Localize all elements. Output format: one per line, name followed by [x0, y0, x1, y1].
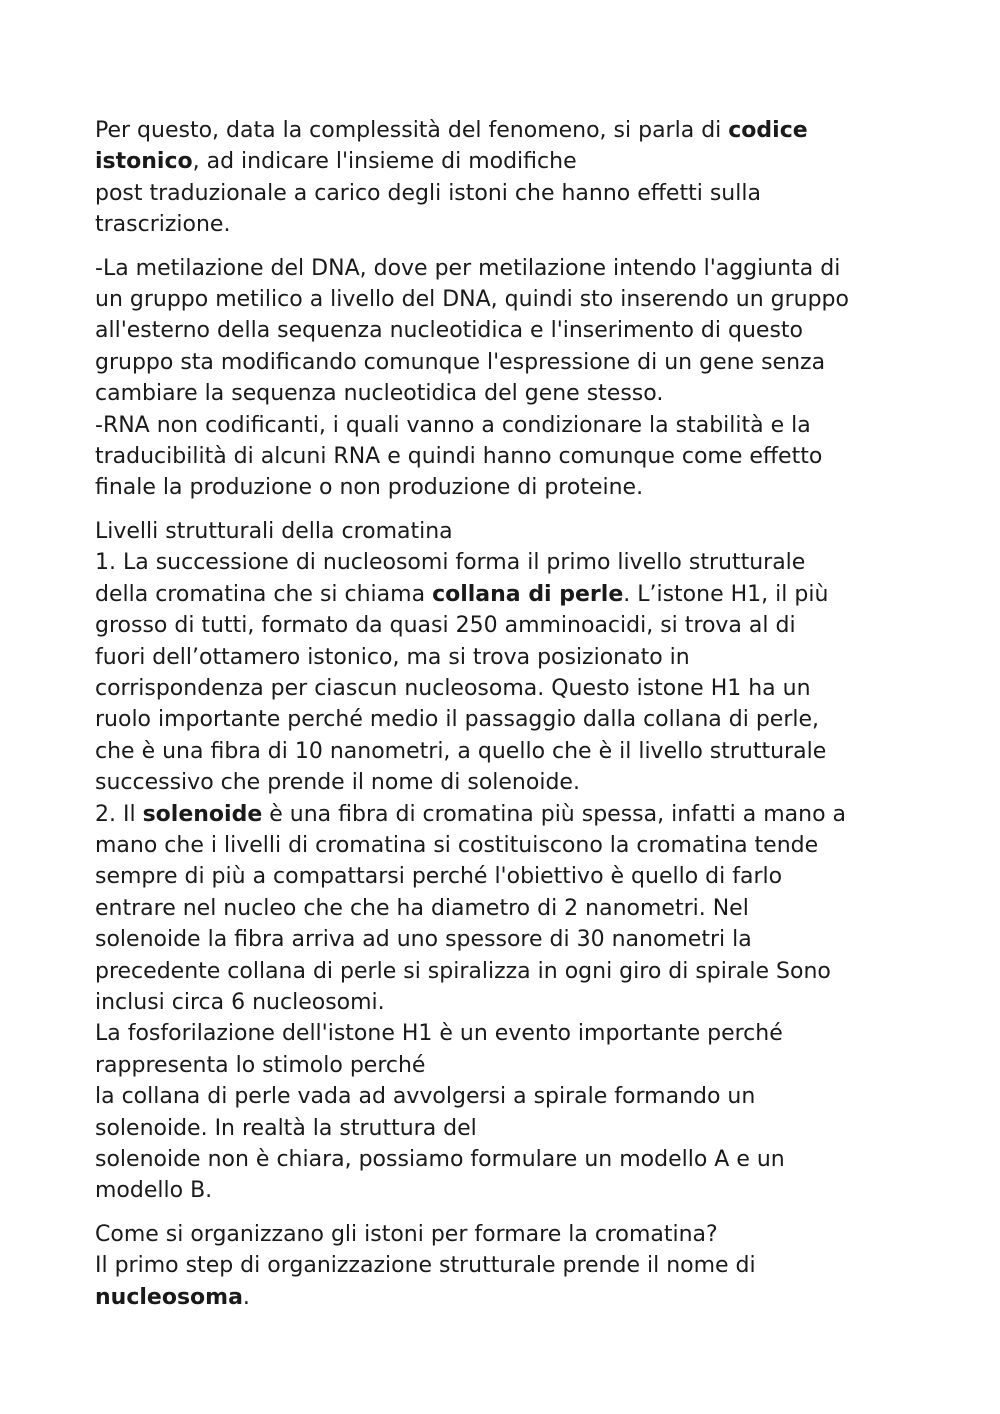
text-line	[95, 284, 910, 315]
text-line	[95, 209, 910, 240]
text-line	[95, 1018, 910, 1049]
text-run: corrispondenza per ciascun nucleosoma. Questo istone H1 ha un	[95, 675, 811, 701]
text-line	[95, 1282, 910, 1313]
text-line	[95, 115, 910, 146]
text-run: , ad indicare l'insieme di modifiche	[192, 149, 577, 175]
text-line	[95, 579, 910, 610]
text-line	[95, 410, 910, 441]
text-line	[95, 547, 910, 578]
text-run: Per questo, data la complessità del fenomeno, si parla di	[95, 118, 729, 143]
text-run: mano che i livelli di cromatina si costituiscono la cromatina tende	[95, 832, 819, 858]
text-run: La fosforilazione dell'istone H1 è un evento importante perché	[95, 1021, 783, 1047]
paragraph-gap	[95, 241, 910, 253]
text-run: è una fibra di cromatina più spessa, infatti a mano a	[262, 801, 847, 827]
bold-term: nucleosoma	[95, 1284, 243, 1310]
text-line	[95, 924, 910, 955]
text-run: traducibilità di alcuni RNA e quindi hanno comunque come effetto	[95, 444, 823, 470]
text-run: entrare nel nucleo che che ha diametro di 2 nanometri. Nel	[95, 895, 749, 921]
paragraph	[95, 1219, 910, 1313]
text-run: solenoide non è chiara, possiamo formulare un modello A e un	[95, 1147, 785, 1172]
text-line	[95, 1219, 910, 1250]
text-line	[95, 1144, 910, 1175]
text-run: modello B.	[95, 1178, 213, 1204]
text-run: della cromatina che si chiama	[95, 581, 433, 607]
text-run: la collana di perle vada ad avvolgersi a spirale formando un	[95, 1084, 756, 1110]
bold-term: solenoide	[142, 801, 263, 827]
bold-term: codice	[728, 118, 808, 143]
text-run: -RNA non codificanti, i quali vanno a condizionare la stabilità e la	[95, 412, 811, 438]
text-run: che è una fibra di 10 nanometri, a quello che è il livello strutturale	[95, 738, 827, 764]
text-run: precedente collana di perle si spiralizza in ogni giro di spirale Sono	[95, 958, 831, 984]
text-run: grosso di tutti, formato da quasi 250 amminoacidi, si trova al di	[95, 613, 796, 639]
text-line	[95, 472, 910, 503]
bold-term: collana di perle	[432, 581, 624, 607]
paragraph-gap	[95, 504, 910, 516]
text-line	[95, 146, 910, 177]
text-run: . L’istone H1, il più	[623, 581, 829, 607]
text-line	[95, 441, 910, 472]
text-line	[95, 315, 910, 346]
text-line	[95, 987, 910, 1018]
text-line	[95, 178, 910, 209]
text-run: post traduzionale a carico degli istoni che hanno effetti sulla	[95, 180, 761, 206]
text-line	[95, 1050, 910, 1081]
text-line	[95, 799, 910, 830]
text-run: finale la produzione o non produzione di proteine.	[95, 475, 644, 501]
text-run: all'esterno della sequenza nucleotidica e l'inserimento di questo	[95, 318, 803, 344]
text-line	[95, 861, 910, 892]
document-page	[95, 115, 910, 1313]
text-run: rappresenta lo stimolo perché	[95, 1052, 426, 1078]
text-run: trascrizione.	[95, 212, 231, 238]
text-run: un gruppo metilico a livello del DNA, quindi sto inserendo un gruppo	[95, 287, 849, 313]
text-run: 2. Il	[95, 801, 143, 827]
text-line	[95, 673, 910, 704]
text-line	[95, 642, 910, 673]
paragraph	[95, 115, 910, 241]
text-run: 1. La successione di nucleosomi forma il primo livello strutturale	[95, 550, 806, 576]
text-run: .	[242, 1284, 250, 1310]
text-run: solenoide. In realtà la struttura del	[95, 1115, 477, 1141]
text-run: Come si organizzano gli istoni per formare la cromatina?	[95, 1221, 718, 1247]
text-line	[95, 893, 910, 924]
text-run: sempre di più a compattarsi perché l'obiettivo è quello di farlo	[95, 864, 783, 890]
text-line	[95, 347, 910, 378]
text-line	[95, 704, 910, 735]
text-line	[95, 767, 910, 798]
paragraph	[95, 253, 910, 504]
text-line	[95, 1175, 910, 1206]
text-run: gruppo sta modificando comunque l'espressione di un gene senza	[95, 349, 826, 375]
text-run: inclusi circa 6 nucleosomi.	[95, 989, 385, 1015]
text-run: -La metilazione del DNA, dove per metilazione intendo l'aggiunta di	[95, 255, 841, 281]
text-line	[95, 830, 910, 861]
text-run: cambiare la sequenza nucleotidica del gene stesso.	[95, 381, 664, 407]
text-line	[95, 516, 910, 547]
text-line	[95, 378, 910, 409]
paragraph	[95, 516, 910, 1207]
text-run: solenoide la fibra arriva ad uno spessore di 30 nanometri la	[95, 927, 752, 953]
text-line	[95, 736, 910, 767]
text-run: ruolo importante perché medio il passaggio dalla collana di perle,	[95, 707, 820, 733]
text-line	[95, 1250, 910, 1281]
text-line	[95, 610, 910, 641]
text-line	[95, 956, 910, 987]
paragraph-gap	[95, 1207, 910, 1219]
text-line	[95, 253, 910, 284]
bold-term: istonico	[95, 149, 193, 175]
text-line	[95, 1081, 910, 1112]
text-run: Livelli strutturali della cromatina	[95, 518, 453, 544]
text-line	[95, 1113, 910, 1144]
text-run: Il primo step di organizzazione strutturale prende il nome di	[95, 1253, 756, 1279]
text-run: fuori dell’ottamero istonico, ma si trova posizionato in	[95, 644, 690, 670]
text-run: successivo che prende il nome di solenoide.	[95, 770, 580, 796]
